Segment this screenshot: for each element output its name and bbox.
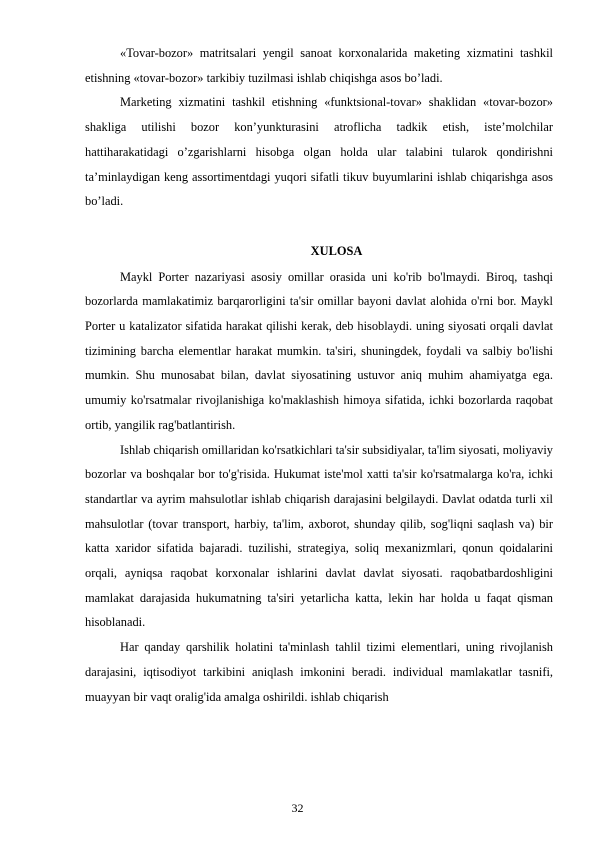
body-paragraph: Marketing xizmatini tashkil etishning «funktsional-tovar» shaklidan «tovar-bozor» shakliga utilishi bozor kon’yunkturasini atroflicha tadkik etish, iste’molchilar hattiharakatidagi o’zgarishlarni hisobga olgan holda ular talabini tularok qondirishni ta’minlaydigan keng assortimentdagi yuqori sifatli tikuv buyumlarini ishlab chiqarishga asos bo’ladi. <box>85 95 553 209</box>
body-paragraph: Har qanday qarshilik holatini ta'minlash tahlil tizimi elementlari, uning rivojlanish darajasini, iqtisodiyot tarkibini aniqlash imkonini beradi. individual mamlakatlar tasnifi, muayyan bir vaqt oralig'ida amalga oshirildi. ishlab chiqarish <box>85 640 553 704</box>
body-paragraph: Maykl Porter nazariyasi asosiy omillar orasida uni ko'rib bo'lmaydi. Biroq, tashqi bozorlarda mamlakatimiz barqarorligini ta'sir omillar bayoni davlat alohida o'rni bor. Maykl Porter u katalizator sifatida harakat qilishi kerak, deb hisoblaydi. uning siyosati orqali davlat tizimining barcha elementlar harakat mumkin. ta'siri, shuningdek, foydali va salbiy bo'lishi mumkin. Shu munosabat bilan, davlat siyosatining ustuvor aniq muhim ahamiyatga ega. umumiy ko'rsatmalar rivojlanishiga ko'maklashish himoya sifatida, ichki bozorlarda raqobat ortib, yangilik rag'batlantirish. <box>85 269 553 432</box>
page-body <box>85 41 553 709</box>
section-heading: XULOSA <box>310 243 363 258</box>
page-number: 32 <box>291 801 304 815</box>
body-paragraph: «Tovar-bozor» matritsalari yengil sanoat korxonalarida maketing xizmatini tashkil etishning «tovar-bozor» tarkibiy tuzilmasi ishlab chiqishga asos bo’ladi. <box>85 46 553 85</box>
body-paragraph: Ishlab chiqarish omillaridan ko'rsatkichlari ta'sir subsidiyalar, ta'lim siyosati, moliyaviy bozorlar va boshqalar bor to'g'risida. Hukumat iste'mol xatti ta'sir ko'rsatmalarga ko'ra, ichki standartlar va ayrim mahsulotlar ishlab chiqarish darajasini belgilaydi. Davlat odatda turli xil mahsulotlar (tovar transport, harbiy, ta'lim, axborot, shunday qilib, sog'liqni saqlash va) bir katta xaridor sifatida bajaradi. tuzilishi, strategiya, soliq mexanizmlari, qonun qoidalarini orqali, ayniqsa raqobat korxonalar ishlarini davlat davlat siyosati. raqobatbardoshligini mamlakat darajasida hukumatning ta'siri yetarlicha katta, lekin har holda u faqat qisman hisoblanadi. <box>85 442 553 630</box>
